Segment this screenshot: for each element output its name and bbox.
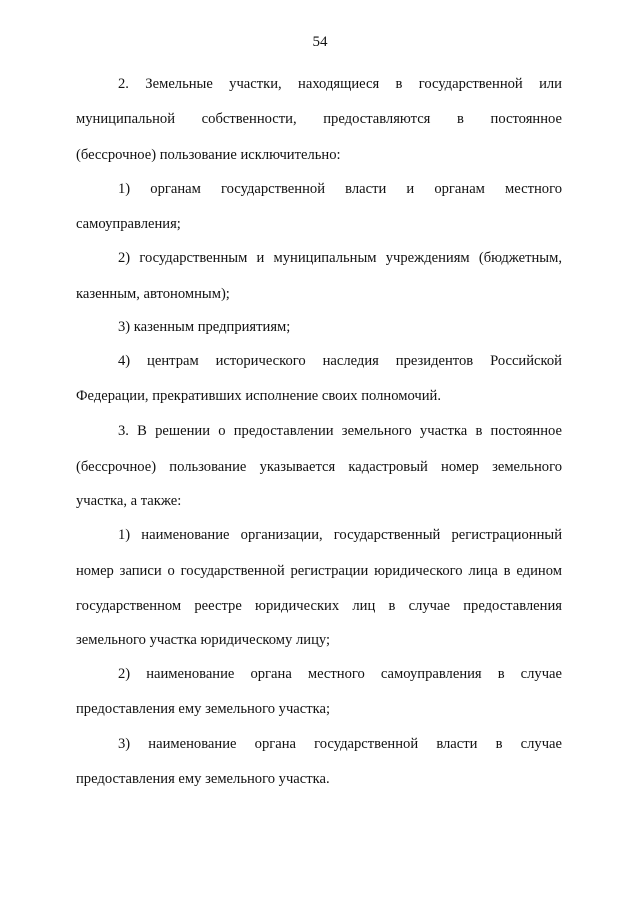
text-line: 2. Земельные участки, находящиеся в государственной или bbox=[118, 76, 562, 92]
text-line: 2) государственным и муниципальным учреждениям (бюджетным, bbox=[118, 250, 562, 266]
text-line: участка, а также: bbox=[76, 493, 182, 509]
text-line: предоставления ему земельного участка; bbox=[76, 701, 331, 717]
text-line: (бессрочное) пользование указывается кадастровый номер земельного bbox=[76, 459, 562, 475]
text-line: 4) центрам исторического наследия президентов Российской bbox=[118, 353, 562, 369]
text-line: 1) органам государственной власти и органам местного bbox=[118, 181, 562, 197]
text-line: казенным, автономным); bbox=[76, 286, 230, 302]
text-line: земельного участка юридическому лицу; bbox=[76, 632, 331, 648]
text-line: государственном реестре юридических лиц в случае предоставления bbox=[76, 598, 562, 614]
text-line: номер записи о государственной регистрации юридического лица в едином bbox=[76, 563, 562, 579]
text-line: 3. В решении о предоставлении земельного участка в постоянное bbox=[118, 423, 562, 439]
text-line: муниципальной собственности, предоставляются в постоянное bbox=[76, 111, 562, 127]
text-line: самоуправления; bbox=[76, 216, 181, 232]
text-line: 3) казенным предприятиям; bbox=[118, 319, 291, 335]
page-number: 54 bbox=[312, 34, 328, 50]
text-line: 3) наименование органа государственной власти в случае bbox=[118, 736, 562, 752]
text-line: (бессрочное) пользование исключительно: bbox=[76, 147, 341, 163]
text-line: предоставления ему земельного участка. bbox=[76, 771, 330, 787]
text-line: Федерации, прекративших исполнение своих полномочий. bbox=[76, 388, 441, 404]
text-line: 1) наименование организации, государственный регистрационный bbox=[118, 527, 562, 543]
text-line: 2) наименование органа местного самоуправления в случае bbox=[118, 666, 562, 682]
